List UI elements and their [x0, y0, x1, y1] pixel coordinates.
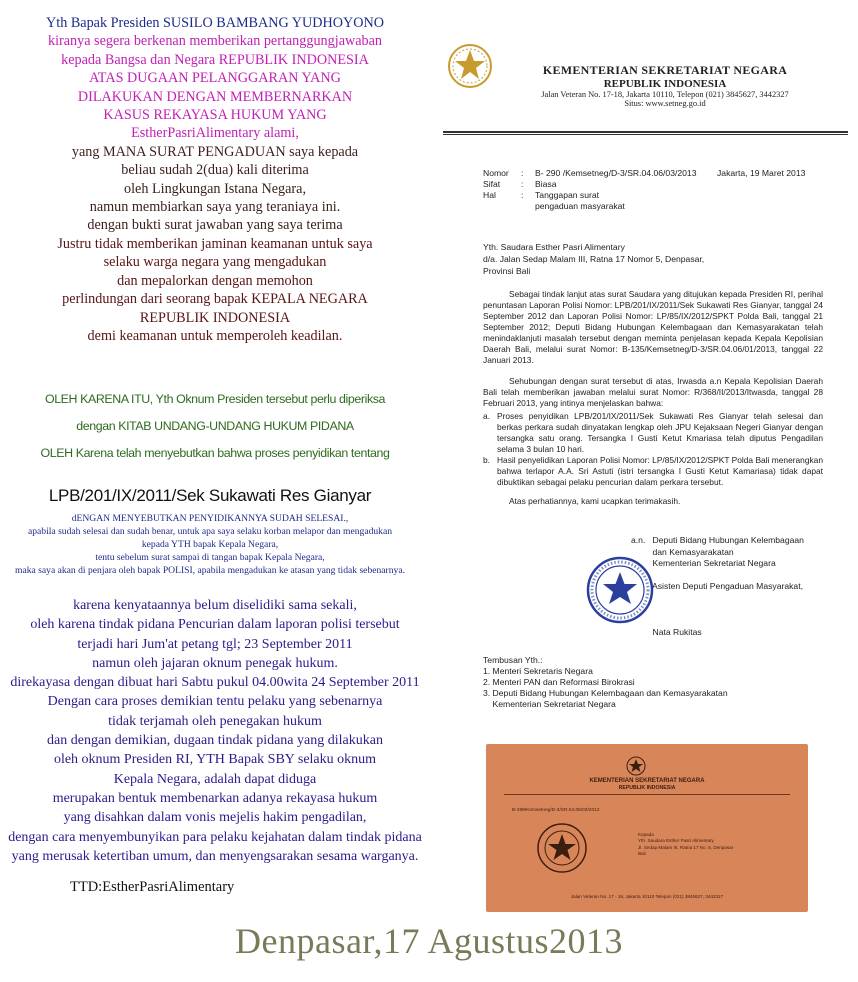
list-item: [483, 455, 823, 488]
cc-item: 3. Deputi Bidang Hubungan Kelembagaan dan Kemasyarakatan: [483, 688, 728, 698]
text-line: kiranya segera berkenan memberikan pertanggungjawaban: [47, 33, 383, 50]
text-line: kepada Bangsa dan Negara REPUBLIK INDONESIA: [61, 51, 369, 68]
text-line: Kepala Negara, adalah dapat diduga: [113, 771, 317, 787]
meta-row: [483, 201, 696, 212]
official-letter: [435, 5, 858, 743]
text-line: Dengan cara proses demikian tentu pelaku yang sebenarnya: [47, 694, 383, 710]
meta-key: [483, 201, 521, 212]
text-line: maka saya akan di penjara oleh bapak POLISI, apabila mengadukan ke atasan yang tidak sebenarnya.: [15, 565, 405, 576]
text-line: tentu sebelum surat sampai di tangan bapak Kepala Negara,: [95, 552, 325, 563]
signature-line: a.n. Deputi Bidang Hubungan Kelembagaan: [631, 535, 804, 545]
meta-colon: :: [521, 190, 524, 200]
signature-line: Asisten Deputi Pengaduan Masyarakat,: [631, 581, 803, 591]
recipient-line: Provinsi Bali: [483, 266, 531, 276]
envelope: [486, 744, 808, 912]
envelope-org: KEMENTERIAN SEKRETARIAT NEGARA: [589, 778, 705, 784]
text-line: namun oleh jajaran oknum penegak hukum.: [92, 655, 338, 671]
text-line: perlindungan dari seorang bapak KEPALA NEGARA: [62, 291, 368, 308]
text-line: KASUS REKAYASA HUKUM YANG: [103, 107, 327, 124]
letter-paragraph: Sebagai tindak lanjut atas surat Saudara yang ditujukan kepada Presiden RI, perihal penuntasan Laporan Polisi Nomor: LPB/201/IX/2011/Sek Sukawati Res Gianyar, tanggal 24 September 2012 dan Laporan Polisi Nomor: LP/85/IX/2012/SPKT Polda Bali, tanggal 21 September 2012; Deputi Bidang Hubungan Kelembagaan dan Kemasyarakatan telah menindaklanjuti masalah tersebut dengan meminta penjelasan kepada Kepala Kepolisian Daerah Bali, melalui surat Nomor: B-135/Kemsetneg/D-3/SR.04.06/01/2013, tanggal 22 Januari 2013.: [483, 289, 823, 365]
cc-item: 2. Menteri PAN dan Reformasi Birokrasi: [483, 677, 635, 687]
text-line: REPUBLIK INDONESIA: [139, 309, 291, 326]
text-line: selaku warga negara yang mengadukan: [103, 254, 327, 271]
text-line: ATAS DUGAAN PELANGGARAN YANG: [89, 70, 341, 87]
envelope-number: B-289/Kemsetneg/D-3/SR.04.06/03/2013: [512, 808, 600, 813]
text-line: dengan KITAB UNDANG-UNDANG HUKUM PIDANA: [76, 419, 354, 433]
small-text: [0, 512, 420, 577]
text-line: tidak terjamah oleh penegakan hukum: [108, 713, 322, 729]
meta-value: Tanggapan surat: [535, 190, 600, 200]
signature-line: dan Kemasyarakatan: [631, 546, 734, 557]
list-item: [483, 411, 823, 455]
text-line: OLEH Karena telah menyebutkan bahwa proses penyidikan tentang: [40, 446, 390, 460]
item-text: Proses penyidikan LPB/201/IX/2011/Sek Sukawati Res Gianyar telah selesai dan berkas perkara sudah dinyatakan lengkap oleh JPU Kejaksaan Negeri Gianyar dengan tersangka satu orang. Tersangka I Gusti Ketut Kmariasa telah diputus Pengadilan selama 3 bulan 10 hari.: [497, 411, 823, 454]
closing-text: [0, 596, 430, 866]
text-line: yang MANA SURAT PENGADUAN saya kepada: [71, 143, 359, 160]
text-line: dan dengan demikian, dugaan tindak pidana yang dilakukan: [47, 733, 383, 749]
text-line: dENGAN MENYEBUTKAN PENYIDIKANNYA SUDAH SELESAI.,: [71, 513, 349, 524]
item-marker: a.: [483, 411, 490, 421]
letter-address: Jalan Veteran No. 17-18, Jakarta 10110, Telepon (021) 3845627, 3442327: [541, 90, 789, 99]
meta-colon: :: [521, 179, 524, 189]
text-line: namun membiarkan saya yang teraniaya ini.: [89, 199, 341, 216]
text-line: oleh oknum Presiden RI, YTH Bapak SBY selaku oknum: [53, 752, 377, 768]
letter-meta: [483, 168, 696, 212]
letter-signature: [631, 535, 804, 639]
cc-title: Tembusan Yth.:: [483, 655, 543, 665]
letter-items: [483, 411, 823, 488]
text-line: terjadi hari Jum'at petang tgl; 23 September 2011: [77, 636, 353, 652]
text-line: yang disahkan dalam vonis mejelis hakim pengadilan,: [63, 810, 367, 826]
text-line: demi keamanan untuk memperoleh keadilan.: [87, 327, 343, 344]
intro-text: [0, 14, 430, 345]
meta-row: [483, 190, 696, 201]
text-line: Justru tidak memberikan jaminan keamanan untuk saya: [57, 235, 373, 252]
case-number: LPB/201/IX/2011/Sek Sukawati Res Gianyar: [48, 486, 372, 505]
text-line: EstherPasriAlimentary alami,: [131, 125, 299, 142]
meta-value: Biasa: [535, 179, 557, 189]
cc-list: [483, 666, 728, 710]
signature-line: [631, 616, 804, 628]
text-line: DILAKUKAN DENGAN MEMBERNARKAN: [77, 88, 353, 105]
signature-text: TTD:EstherPasriAlimentary: [70, 879, 235, 895]
meta-row: [483, 168, 696, 179]
signature-line: Kementerian Sekretariat Negara: [631, 558, 776, 568]
meta-value: B- 290 /Kemsetneg/D-3/SR.04.06/03/2013: [535, 168, 697, 178]
text-line: oleh Lingkungan Istana Negara,: [123, 180, 306, 197]
text-line: apabila sudah selesai dan sudah benar, untuk apa saya selaku korban melapor dan mengadukan: [27, 526, 393, 537]
letter-body: [483, 289, 823, 517]
text-line: Yth Bapak Presiden SUSILO BAMBANG YUDHOYONO: [46, 15, 384, 31]
envelope-recipient-line: Yth. Saudara Esther Pasri Alimentary: [638, 838, 714, 844]
meta-key: Hal: [483, 190, 496, 200]
signature-line: [631, 593, 804, 605]
text-line: dengan bukti surat jawaban yang saya terima: [87, 217, 343, 234]
text-line: OLEH KARENA ITU, Yth Oknum Presiden tersebut perlu diperiksa: [44, 392, 386, 406]
text-line: karena kenyataannya belum diselidiki sama sekali,: [73, 598, 357, 613]
envelope-recipient: [638, 832, 733, 858]
letter-site: Situs: www.setneg.go.id: [624, 99, 706, 108]
item-text: Hasil penyelidikan Laporan Polisi Nomor: LP/85/IX/2012/SPKT Polda Bali menerangkan bahwa terlapor A.A. Sri Astuti (istri tersangka I Gusti Ketut Kamariasa) tidak dapat dibuktikan sebagai pelaku pencurian dalam perkara tersebut.: [497, 455, 823, 487]
signature-line: Nata Rukitas: [631, 627, 702, 637]
text-line: kepada YTH bapak Kepala Negara,: [141, 539, 279, 550]
letter-country: REPUBLIK INDONESIA: [603, 78, 727, 90]
cc-item: Kementerian Sekretariat Negara: [483, 699, 616, 709]
letter-org: KEMENTERIAN SEKRETARIAT NEGARA: [542, 63, 788, 77]
recipient-line: d/a. Jalan Sedap Malam III, Ratna 17 Nomor 5, Denpasar,: [483, 254, 705, 264]
header-rule: [443, 131, 848, 133]
meta-row: [483, 179, 696, 190]
envelope-country: REPUBLIK INDONESIA: [618, 785, 676, 791]
recipient-line: Yth. Saudara Esther Pasri Alimentary: [483, 242, 625, 252]
signature-line: [631, 570, 804, 582]
letter-paragraph: Atas perhatiannya, kami ucapkan terimakasih.: [509, 496, 681, 506]
star-emblem-icon: [447, 43, 493, 89]
text-line: beliau sudah 2(dua) kali diterima: [121, 162, 309, 179]
meta-colon: [521, 201, 535, 212]
envelope-seal-icon: [536, 822, 588, 874]
letter-header: [495, 63, 835, 108]
meta-key: Sifat: [483, 179, 501, 189]
text-line: dan mepalorkan dengan memohon: [117, 272, 313, 289]
envelope-recipient-line: Jl. Sedap Malam III, Ratna 17 No. 5, Denpasar: [638, 844, 734, 850]
header-rule-thin: [443, 134, 848, 135]
envelope-recipient-line: Bali: [638, 851, 646, 857]
envelope-address: Jalan Veteran No. 17 - 18, Jakarta 10110 Telepon (021) 3845627, 3442327: [570, 894, 724, 899]
envelope-recipient-line: Kepada: [638, 832, 654, 837]
text-line: dengan cara menyembunyikan para pelaku kejahatan dalam tindak pidana: [8, 829, 422, 845]
text-line: merupakan bentuk membenarkan adanya rekayasa hukum: [52, 790, 378, 806]
text-line: yang merusak ketertiban umum, dan menyengsarakan sesama warganya.: [11, 848, 419, 864]
meta-key: Nomor: [483, 168, 509, 178]
letter-recipient: [483, 241, 704, 277]
text-line: direkayasa dengan dibuat hari Sabtu pukul 04.00wita 24 September 2011: [10, 675, 420, 691]
letter-cc: [483, 655, 728, 710]
meta-value: pengaduan masyarakat: [535, 201, 625, 211]
envelope-emblem-icon: [626, 756, 646, 776]
item-marker: b.: [483, 455, 490, 465]
letter-paragraph: Sehubungan dengan surat tersebut di atas, Irwasda a.n Kepala Kepolisian Daerah Bali telah memberikan jawaban melalui surat Nomor: R/368/II/2013/Itwasda, tanggal 28 Februari 2013, yang intinya menjelaskan bahwa:: [483, 376, 823, 408]
envelope-rule: [504, 794, 790, 795]
signature-line: [631, 604, 804, 616]
cc-item: 1. Menteri Sekretaris Negara: [483, 666, 593, 676]
letter-date: Jakarta, 19 Maret 2013: [717, 168, 806, 178]
text-line: oleh karena tindak pidana Pencurian dalam laporan polisi tersebut: [30, 617, 400, 633]
date-line: Denpasar,17 Agustus2013: [234, 921, 624, 961]
green-text: [0, 386, 430, 467]
meta-colon: :: [521, 168, 524, 178]
